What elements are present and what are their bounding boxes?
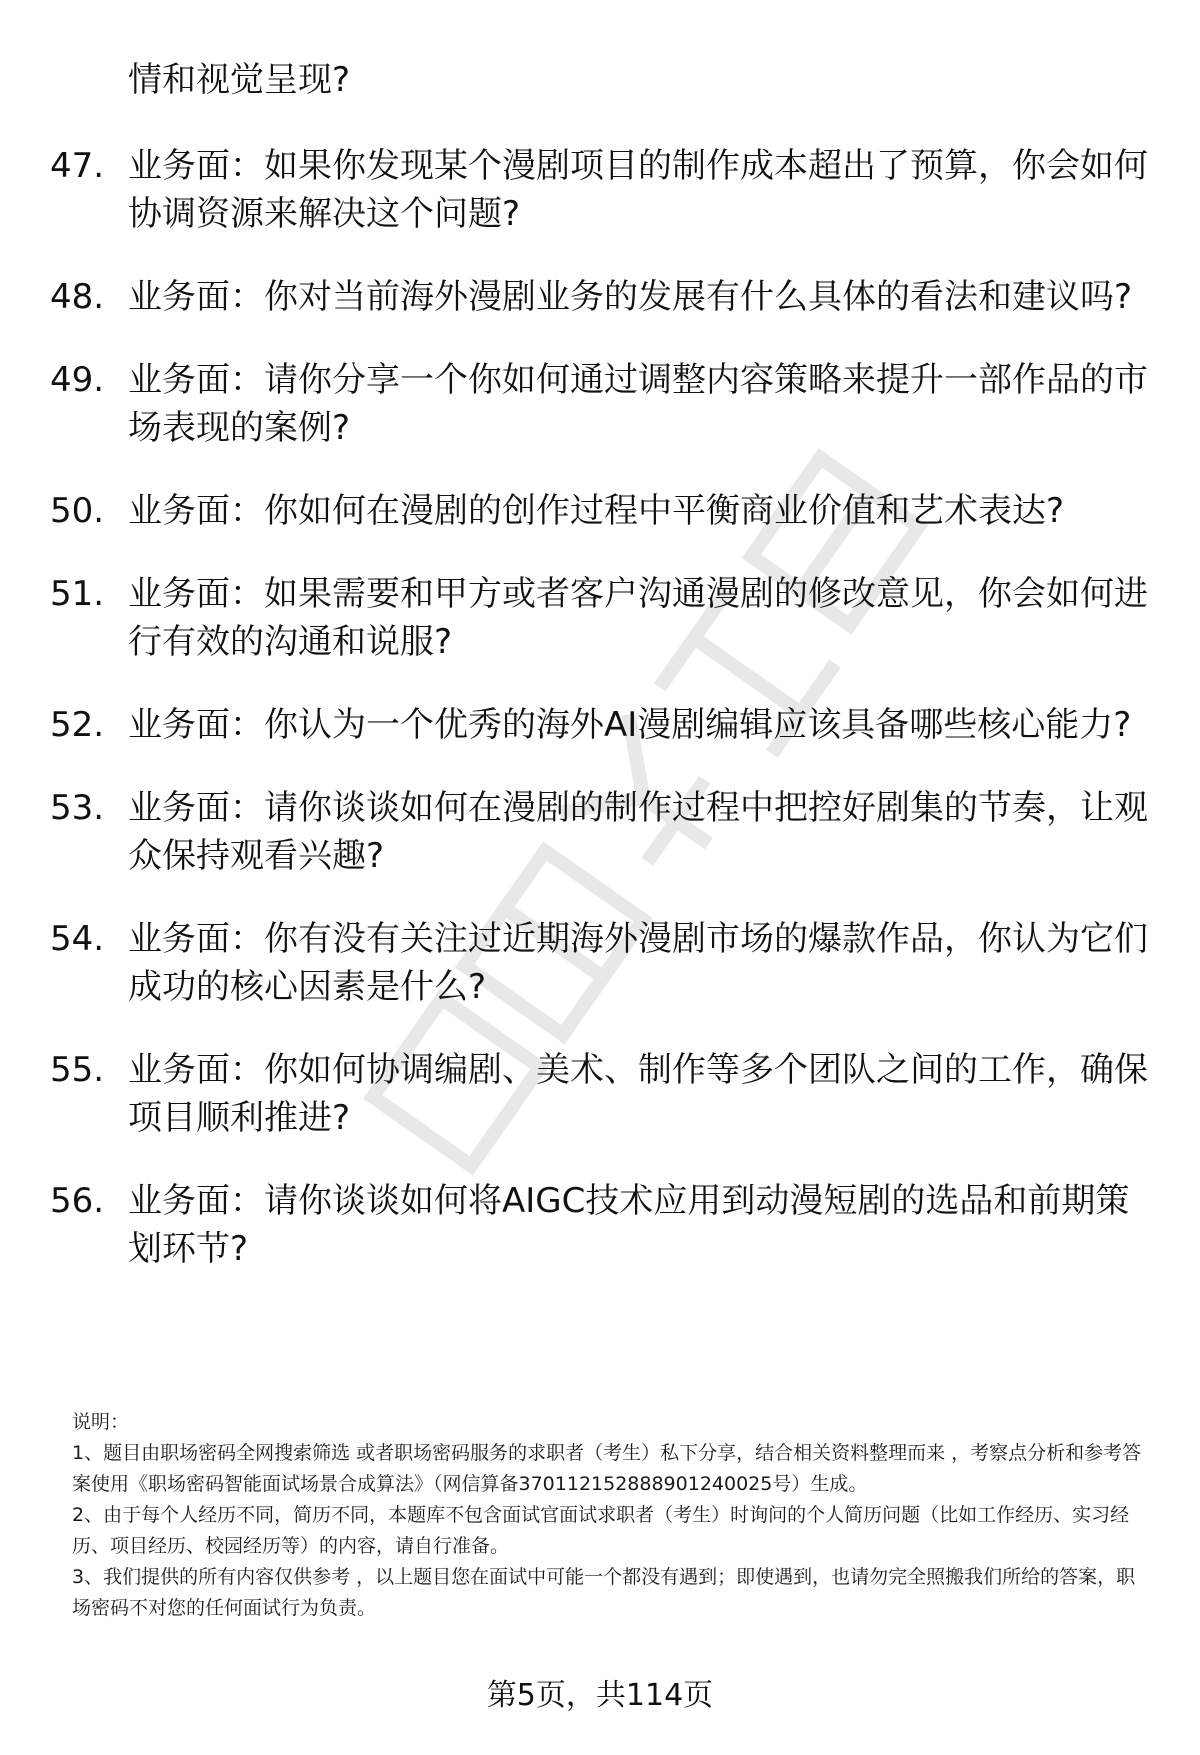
question-text: 业务面：请你谈谈如何在漫剧的制作过程中把控好剧集的节奏，让观众保持观看兴趣? xyxy=(128,788,1148,876)
question-item xyxy=(50,273,1160,321)
question-text: 业务面：如果你发现某个漫剧项目的制作成本超出了预算，你会如何协调资源来解决这个问题? xyxy=(128,146,1148,234)
question-item xyxy=(50,570,1160,666)
question-item xyxy=(50,1046,1160,1142)
question-item xyxy=(50,1177,1160,1273)
question-text: 业务面：你如何协调编剧、美术、制作等多个团队之间的工作，确保项目顺利推进? xyxy=(128,1050,1148,1138)
question-item xyxy=(50,142,1160,238)
note-item: 3、我们提供的所有内容仅供参考 ，以上题目您在面试中可能一个都没有遇到；即使遇到，也请勿完全照搬我们所给的答案，职场密码不对您的任何面试行为负责。 xyxy=(72,1566,1136,1619)
question-item xyxy=(50,784,1160,880)
question-text: 业务面：你对当前海外漫剧业务的发展有什么具体的看法和建议吗? xyxy=(128,277,1133,317)
note-item: 1、题目由职场密码全网搜索筛选 或者职场密码服务的求职者（考生）私下分享，结合相关资料整理而来 ，考察点分析和参考答案使用《职场密码智能面试场景合成算法》（网信算备370112152888901240025号）生成。 xyxy=(72,1442,1142,1495)
question-item xyxy=(50,701,1160,749)
question-text: 业务面：请你分享一个你如何通过调整内容策略来提升一部作品的市场表现的案例? xyxy=(128,360,1148,448)
question-number: 55. xyxy=(50,1050,105,1090)
question-number: 51. xyxy=(50,574,105,614)
question-number: 48. xyxy=(50,277,105,317)
question-continuation-text: 情和视觉呈现? xyxy=(128,60,351,100)
question-text: 业务面：如果需要和甲方或者客户沟通漫剧的修改意见，你会如何进行有效的沟通和说服? xyxy=(128,574,1148,662)
notes-heading: 说明： xyxy=(72,1411,130,1433)
question-item xyxy=(50,356,1160,452)
notes-section xyxy=(72,1407,1150,1624)
question-number: 52. xyxy=(50,705,105,745)
question-number: 54. xyxy=(50,919,105,959)
question-text: 业务面：你如何在漫剧的创作过程中平衡商业价值和艺术表达? xyxy=(128,491,1065,531)
question-item xyxy=(50,487,1160,535)
question-number: 47. xyxy=(50,146,105,186)
question-text: 业务面：你有没有关注过近期海外漫剧市场的爆款作品，你认为它们成功的核心因素是什么? xyxy=(128,919,1148,1007)
question-list xyxy=(50,142,1160,1308)
question-text: 业务面：你认为一个优秀的海外AI漫剧编辑应该具备哪些核心能力? xyxy=(128,705,1132,745)
question-number: 49. xyxy=(50,360,105,400)
question-number: 50. xyxy=(50,491,105,531)
question-text: 业务面：请你谈谈如何将AIGC技术应用到动漫短剧的选品和前期策划环节? xyxy=(128,1181,1130,1269)
note-item: 2、由于每个人经历不同，简历不同，本题库不包含面试官面试求职者（考生）时询问的个人简历问题（比如工作经历、实习经历、项目经历、校园经历等）的内容，请自行准备。 xyxy=(72,1504,1130,1557)
page-number-footer: 第5页，共114页 xyxy=(486,1678,714,1713)
question-number: 53. xyxy=(50,788,105,828)
question-item xyxy=(50,915,1160,1011)
question-number: 56. xyxy=(50,1181,105,1221)
